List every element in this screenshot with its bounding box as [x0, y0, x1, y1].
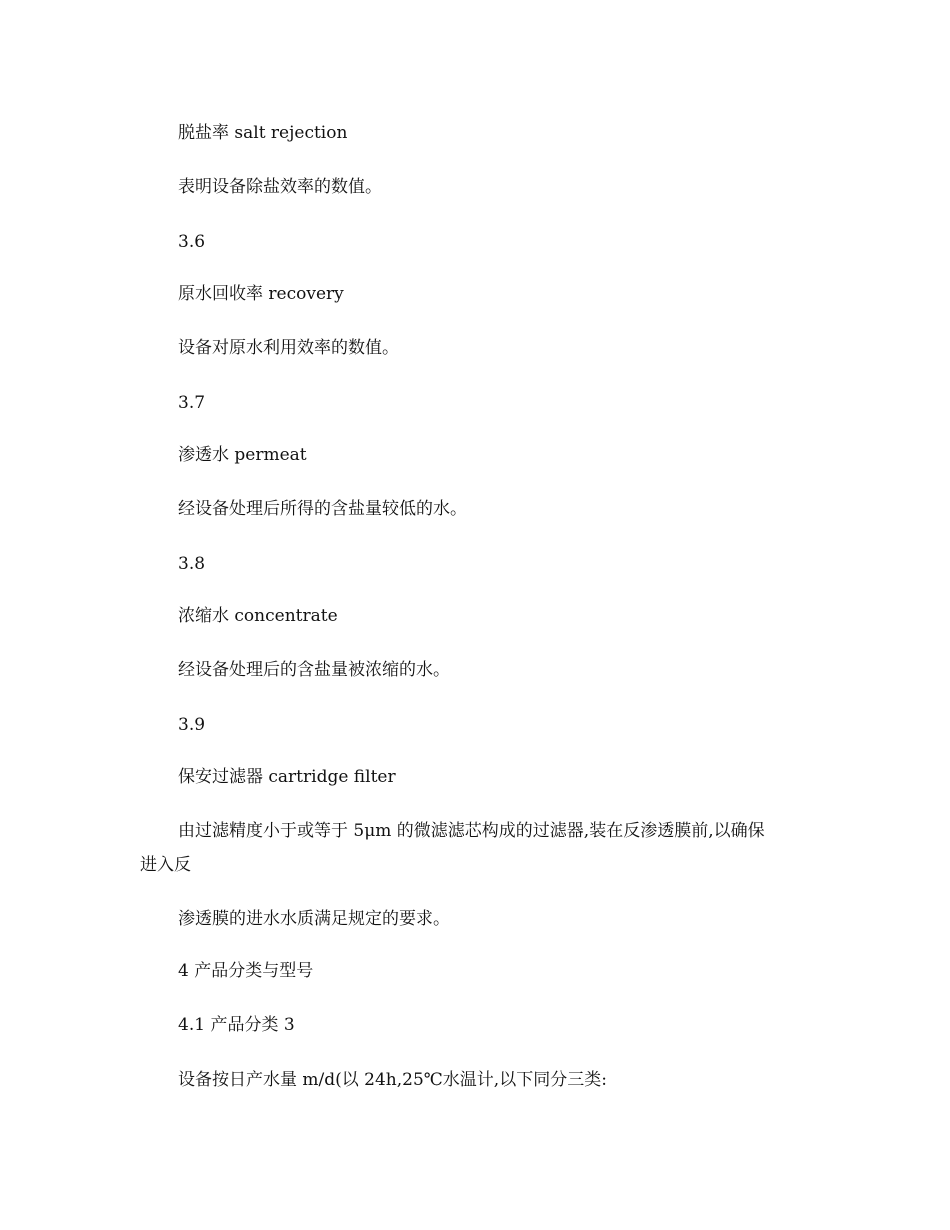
definition-salt-rejection: 表明设备除盐效率的数值。: [178, 177, 382, 197]
section-number-3-8: 3.8: [178, 554, 206, 574]
definition-concentrate: 经设备处理后的含盐量被浓缩的水。: [178, 660, 450, 680]
term-concentrate: 浓缩水 concentrate: [178, 606, 338, 626]
term-cartridge-filter: 保安过滤器 cartridge filter: [178, 767, 396, 787]
definition-recovery: 设备对原水利用效率的数值。: [178, 338, 399, 358]
term-salt-rejection: 脱盐率 salt rejection: [178, 123, 348, 143]
section-number-3-7: 3.7: [178, 393, 206, 413]
heading-section-4-1: 4.1 产品分类 3: [178, 1015, 295, 1035]
term-recovery: 原水回收率 recovery: [178, 284, 344, 304]
term-permeat: 渗透水 permeat: [178, 445, 307, 465]
classification-text: 设备按日产水量 m/d(以 24h,25℃水温计,以下同分三类:: [178, 1070, 607, 1090]
definition-cartridge-filter-line-1: 由过滤精度小于或等于 5μm 的微滤滤芯构成的过滤器,装在反渗透膜前,以确保: [178, 821, 765, 841]
definition-cartridge-filter-line-3: 渗透膜的进水水质满足规定的要求。: [178, 909, 450, 929]
heading-section-4: 4 产品分类与型号: [178, 961, 314, 981]
section-number-3-9: 3.9: [178, 715, 206, 735]
definition-permeat: 经设备处理后所得的含盐量较低的水。: [178, 499, 467, 519]
definition-cartridge-filter-line-2: 进入反: [140, 855, 191, 875]
section-number-3-6: 3.6: [178, 232, 206, 252]
